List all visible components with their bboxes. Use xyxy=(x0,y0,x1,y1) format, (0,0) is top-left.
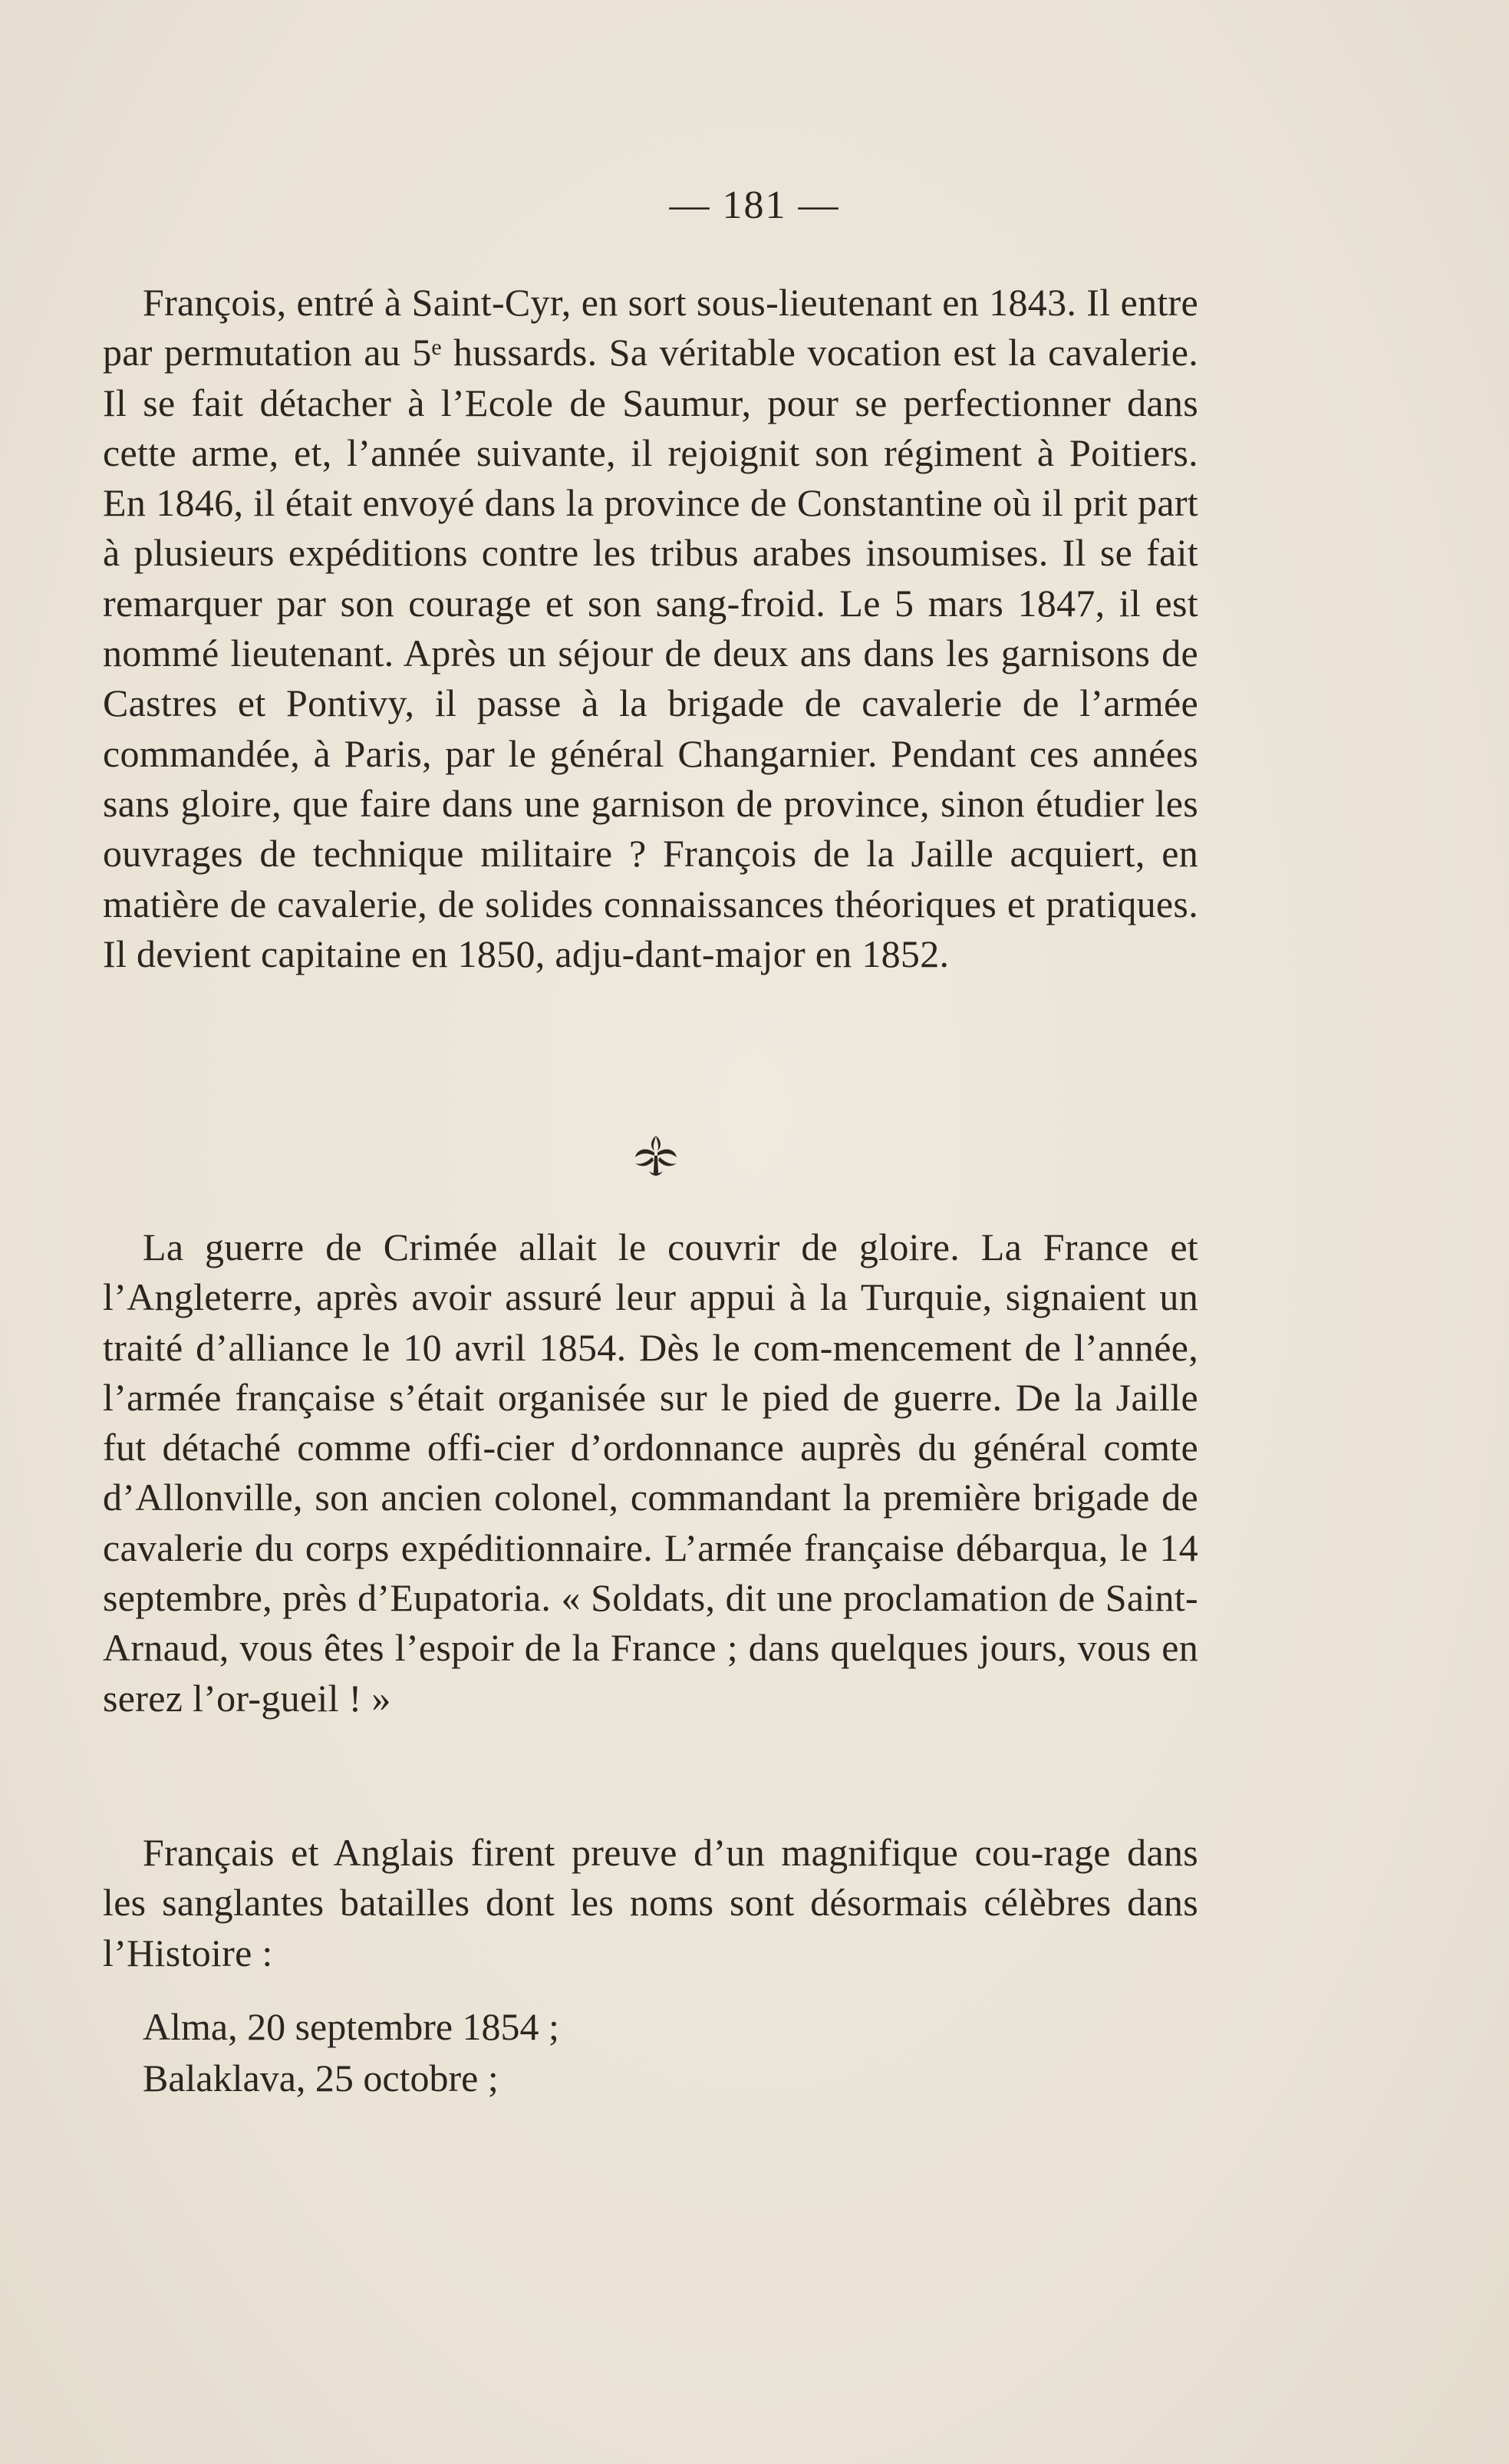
text-block-2 xyxy=(103,1222,1198,1723)
paragraph-1: François, entré à Saint-Cyr, en sort sous-lieutenant en 1843. Il entre par permutation au 5ᵉ hussards. Sa véritable vocation est la cavalerie. Il se fait détacher à l’Ecole de Saumur, pour se perfectionner dans cette arme, et, l’année suivante, il rejoignit son régiment à Poitiers. En 1846, il était envoyé dans la province de Constantine où il prit part à plusieurs expéditions contre les tribus arabes insoumises. Il se fait remarquer par son courage et son sang-froid. Le 5 mars 1847, il est nommé lieutenant. Après un séjour de deux ans dans les garnisons de Castres et Pontivy, il passe à la brigade de cavalerie de l’armée commandée, à Paris, par le général Changarnier. Pendant ces années sans gloire, que faire dans une garnison de province, sinon étudier les ouvrages de technique militaire ? François de la Jaille acquiert, en matière de cavalerie, de solides connaissances théoriques et pratiques. Il devient capitaine en 1850, adju-dant-major en 1852. xyxy=(103,281,1198,975)
battle-list xyxy=(143,2001,559,2104)
page-number: — 181 — xyxy=(669,183,840,227)
list-item: Balaklava, 25 octobre ; xyxy=(143,2057,499,2100)
list-item: Alma, 20 septembre 1854 ; xyxy=(143,2005,559,2048)
paragraph-3: Français et Anglais firent preuve d’un magnifique cou-rage dans les sanglantes batailles dont les noms sont désormais célèbres dans l’Histoire : xyxy=(103,1831,1198,1974)
fleuron-icon xyxy=(629,1130,683,1183)
paragraph-2: La guerre de Crimée allait le couvrir de gloire. La France et l’Angleterre, après avoir assuré leur appui à la Turquie, signaient un traité d’alliance le 10 avril 1854. Dès le com-mencement de l’année, l’armée française s’était organisée sur le pied de guerre. De la Jaille fut détaché comme offi-cier d’ordonnance auprès du général comte d’Allonville, son ancien colonel, commandant la première brigade de cavalerie du corps expéditionnaire. L’armée française débarqua, le 14 septembre, près d’Eupatoria. « Soldats, dit une proclamation de Saint-Arnaud, vous êtes l’espoir de la France ; dans quelques jours, vous en serez l’or-gueil ! » xyxy=(103,1225,1198,1720)
text-block-3 xyxy=(103,1828,1198,1978)
text-block-1 xyxy=(103,278,1198,979)
